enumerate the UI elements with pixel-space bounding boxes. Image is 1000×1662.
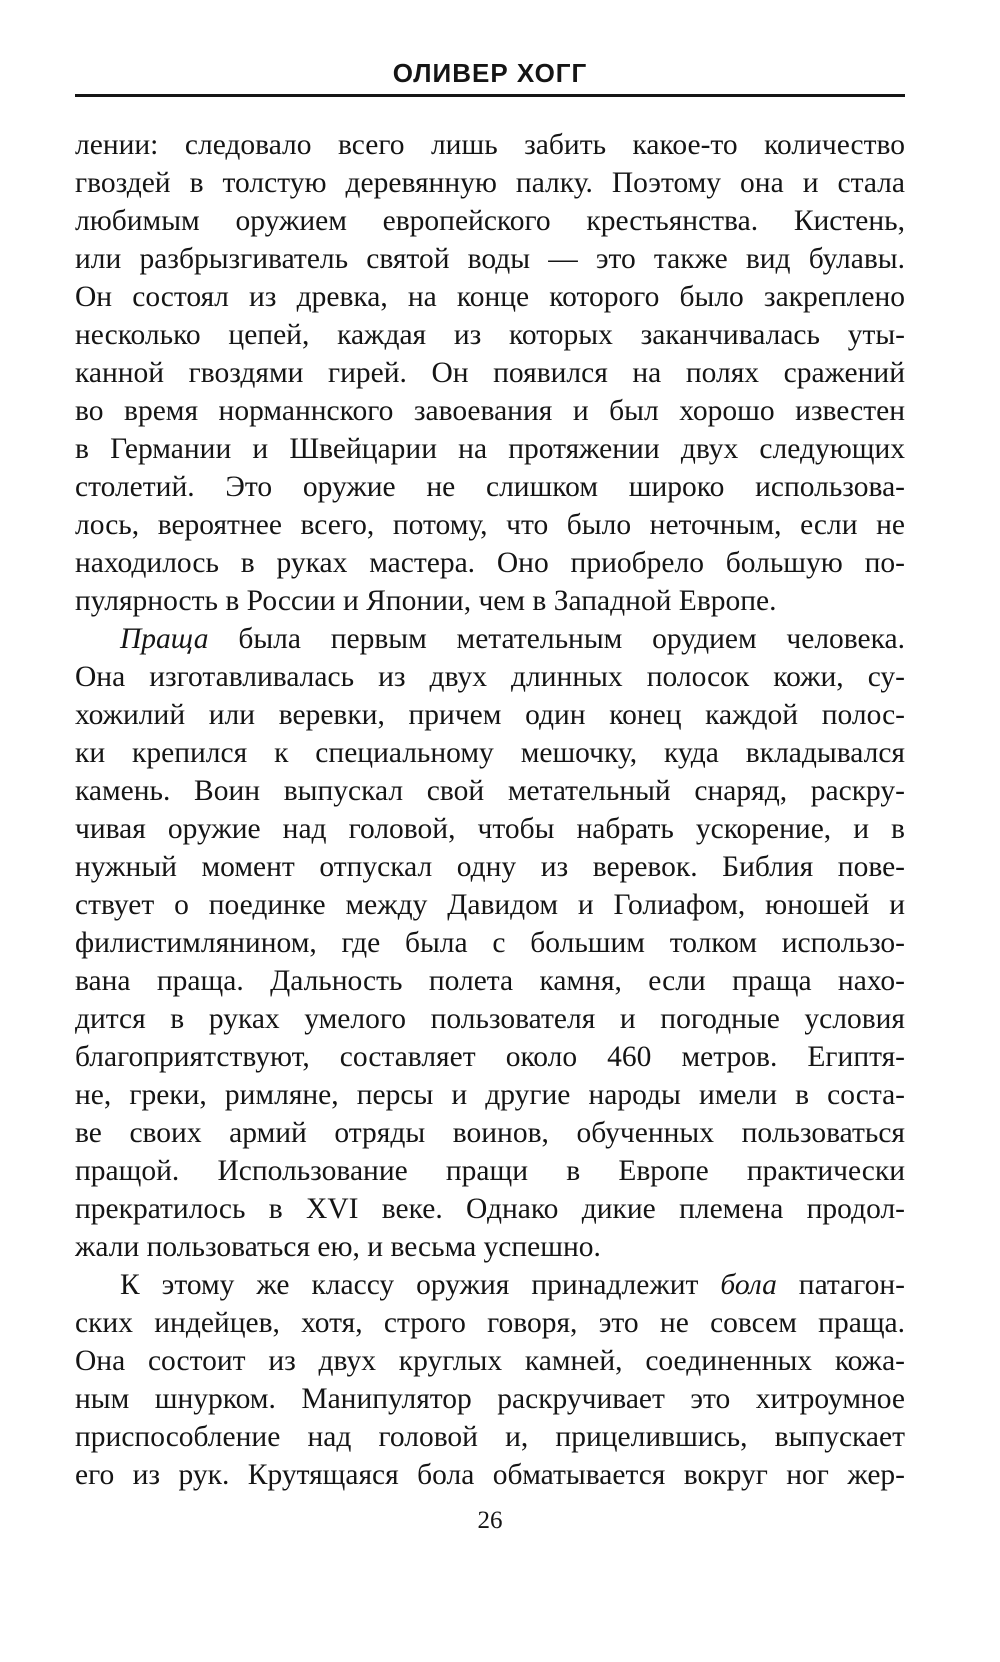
text-line: хожилий или веревки, причем один конец каждой полос-: [75, 699, 905, 731]
text-line: приспособление над головой и, прицелившись, выпускает: [75, 1421, 905, 1453]
text-line: пулярность в России и Японии, чем в Западной Европе.: [75, 585, 777, 617]
text-line: камень. Воин выпускал свой метательный снаряд, раскру-: [75, 775, 905, 807]
text-line: несколько цепей, каждая из которых заканчивалась уты-: [75, 319, 905, 351]
page-number: 26: [477, 1507, 503, 1534]
text-line: лении: следовало всего лишь забить какое-то количество: [75, 129, 905, 161]
text-line: ки крепился к специальному мешочку, куда вкладывался: [75, 737, 905, 769]
text-line: жали пользоваться ею, и весьма успешно.: [75, 1231, 601, 1263]
text-line: прекратилось в XVI веке. Однако дикие племена продол-: [75, 1193, 905, 1225]
text-line: К этому же классу оружия принадлежит бола патагон-: [120, 1269, 905, 1301]
text-line: в Германии и Швейцарии на протяжении двух следующих: [75, 433, 905, 465]
text-line: или разбрызгиватель святой воды — это также вид булавы.: [75, 243, 905, 275]
text-line: ве своих армий отряды воинов, обученных пользоваться: [75, 1117, 905, 1149]
text-line: чивая оружие над головой, чтобы набрать ускорение, и в: [75, 813, 905, 845]
term-italic: бола: [720, 1269, 777, 1301]
text-line: столетий. Это оружие не слишком широко использова-: [75, 471, 905, 503]
term-italic: Праща: [120, 623, 209, 655]
text-line: нужный момент отпускал одну из веревок. Библия пове-: [75, 851, 905, 883]
text-line: во время норманнского завоевания и был хорошо известен: [75, 395, 905, 427]
text-line: ствует о поединке между Давидом и Голиафом, юношей и: [75, 889, 905, 921]
text-line: благоприятствуют, составляет около 460 метров. Египтя-: [75, 1041, 905, 1073]
header-rule: [75, 94, 905, 97]
text-line: канной гвоздями гирей. Он появился на полях сражений: [75, 357, 905, 389]
text-line: пращой. Использование пращи в Европе практически: [75, 1155, 905, 1187]
text-line: гвоздей в толстую деревянную палку. Поэтому она и стала: [75, 167, 905, 199]
text-line: Она состоит из двух круглых камней, соединенных кожа-: [75, 1345, 905, 1377]
text-line: ным шнурком. Манипулятор раскручивает это хитроумное: [75, 1383, 905, 1415]
body-text: [75, 126, 905, 1494]
running-header: ОЛИВЕР ХОГГ: [392, 58, 588, 88]
text-line: лось, вероятнее всего, потому, что было неточным, если не: [75, 509, 905, 541]
text-line: Он состоял из древка, на конце которого было закреплено: [75, 281, 905, 313]
text-line: любимым оружием европейского крестьянства. Кистень,: [75, 205, 905, 237]
text-line: вана праща. Дальность полета камня, если праща нахо-: [75, 965, 905, 997]
text-line: Праща была первым метательным орудием человека.: [120, 623, 905, 655]
text-line: дится в руках умелого пользователя и погодные условия: [75, 1003, 905, 1035]
text-line: находилось в руках мастера. Оно приобрело большую по-: [75, 547, 905, 579]
text-line: Она изготавливалась из двух длинных полосок кожи, су-: [75, 661, 905, 693]
text-line: филистимлянином, где была с большим толком использо-: [75, 927, 905, 959]
text-line: ских индейцев, хотя, строго говоря, это не совсем праща.: [75, 1307, 905, 1339]
text-line: его из рук. Крутящаяся бола обматывается вокруг ног жер-: [75, 1459, 905, 1491]
text-line: не, греки, римляне, персы и другие народы имели в соста-: [75, 1079, 905, 1111]
